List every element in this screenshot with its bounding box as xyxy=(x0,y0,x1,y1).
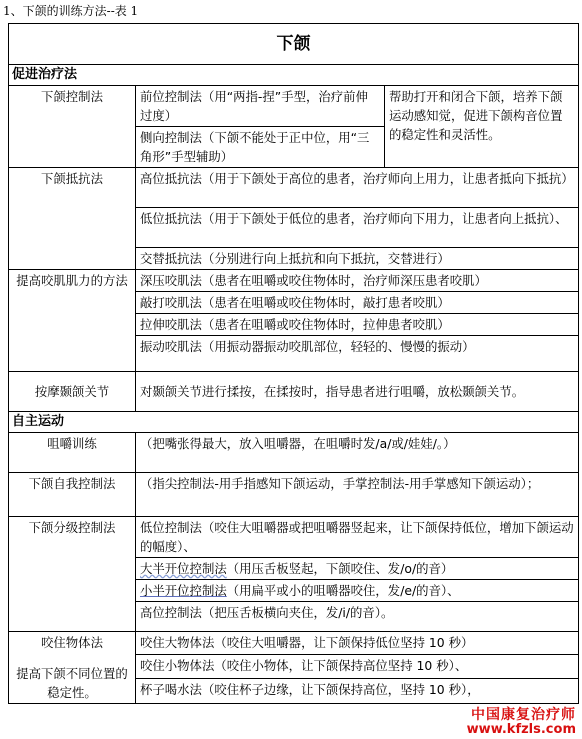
grade-low: 低位控制法（咬住大咀嚼器或把咀嚼器竖起来，让下颌保持低位，增加下颌运动的幅度）、 xyxy=(136,517,579,558)
row-label-resist: 下颌抵抗法 xyxy=(9,168,136,270)
row-label-massage: 按摩颞颌关节 xyxy=(9,372,136,412)
table-caption: 1、下颌的训练方法--表 1 xyxy=(3,4,139,18)
hold-cup: 杯子喝水法（咬住杯子边缘，让下颌保持高位，坚持 10 秒）， xyxy=(136,678,579,703)
watermark-url: www.kfzls.com xyxy=(466,722,576,737)
hold-small: 咬住小物体法（咬住小物体，让下颌保持高位坚持 10 秒）、 xyxy=(136,655,579,678)
row-label-grade: 下颌分级控制法 xyxy=(9,517,136,632)
hold-label: 咬住物体法 xyxy=(41,635,103,650)
resist-low: 低位抵抗法（用于下颌处于低位的患者，治疗师向下用力，让患者向上抵抗）、 xyxy=(136,208,579,248)
resist-alt: 交替抵抗法（分别进行向上抵抗和向下抵抗，交替进行） xyxy=(136,248,579,270)
row-label-control: 下颌控制法 xyxy=(9,86,136,168)
control-front: 前位控制法（用“两指-捏”手型，治疗前伸过度） xyxy=(136,86,385,127)
grade-small xyxy=(136,580,579,602)
row-label-chew: 咀嚼训练 xyxy=(9,433,136,473)
control-desc: 帮助打开和闭合下颌，培养下颌运动感知觉，促进下颌构音位置的稳定性和灵活性。 xyxy=(385,86,579,168)
row-label-hold xyxy=(9,632,136,704)
watermark-title: 中国康复治疗师 xyxy=(471,707,576,723)
chew-desc: （把嘴张得最大，放入咀嚼器，在咀嚼时发/a/或/娃娃/。） xyxy=(136,433,579,473)
grade-big-detail: （用压舌板竖起，下颌咬住、发/o/的音） xyxy=(226,561,454,576)
bite-vibrate: 振动咬肌法（用振动器振动咬肌部位，轻轻的、慢慢的振动） xyxy=(136,336,579,372)
hold-label-2: 提高下颌不同位置的稳定性。 xyxy=(16,666,128,700)
bite-deep: 深压咬肌法（患者在咀嚼或咬住物体时，治疗师深压患者咬肌） xyxy=(136,270,579,292)
grade-small-term: 小半开位控制法 xyxy=(140,583,227,598)
site-watermark xyxy=(467,707,576,737)
resist-high: 高位抵抗法（用于下颌处于高位的患者，治疗师向上用力，让患者抵向下抵抗） xyxy=(136,168,579,208)
grade-big-term: 大半开位控制法 xyxy=(140,561,227,576)
section-promote: 促进治疗法 xyxy=(9,65,579,86)
section-active: 自主运动 xyxy=(9,412,579,433)
grade-small-detail: （用扁平或小的咀嚼器咬住，发/e/的音）、 xyxy=(226,583,460,598)
hold-big: 咬住大物体法（咬住大咀嚼器，让下颌保持低位坚持 10 秒） xyxy=(136,632,579,655)
row-label-bite: 提高咬肌肌力的方法 xyxy=(9,270,136,372)
self-desc: （指尖控制法-用手指感知下颌运动，手掌控制法-用手掌感知下颌运动）； xyxy=(136,473,579,517)
bite-stretch: 拉伸咬肌法（患者在咀嚼或咬住物体时，拉伸患者咬肌） xyxy=(136,314,579,336)
row-label-self: 下颌自我控制法 xyxy=(9,473,136,517)
table-title: 下颌 xyxy=(9,24,579,65)
bite-tap: 敲打咬肌法（患者在咀嚼或咬住物体时，敲打患者咬肌） xyxy=(136,292,579,314)
massage-desc: 对颞颌关节进行揉按，在揉按时，指导患者进行咀嚼，放松颞颌关节。 xyxy=(136,372,579,412)
training-table xyxy=(8,23,579,704)
grade-high: 高位控制法（把压舌板横向夹住，发/i/的音）。 xyxy=(136,602,579,632)
grade-big xyxy=(136,558,579,580)
control-side: 侧向控制法（下颌不能处于正中位，用“三角形”手型辅助） xyxy=(136,127,385,168)
